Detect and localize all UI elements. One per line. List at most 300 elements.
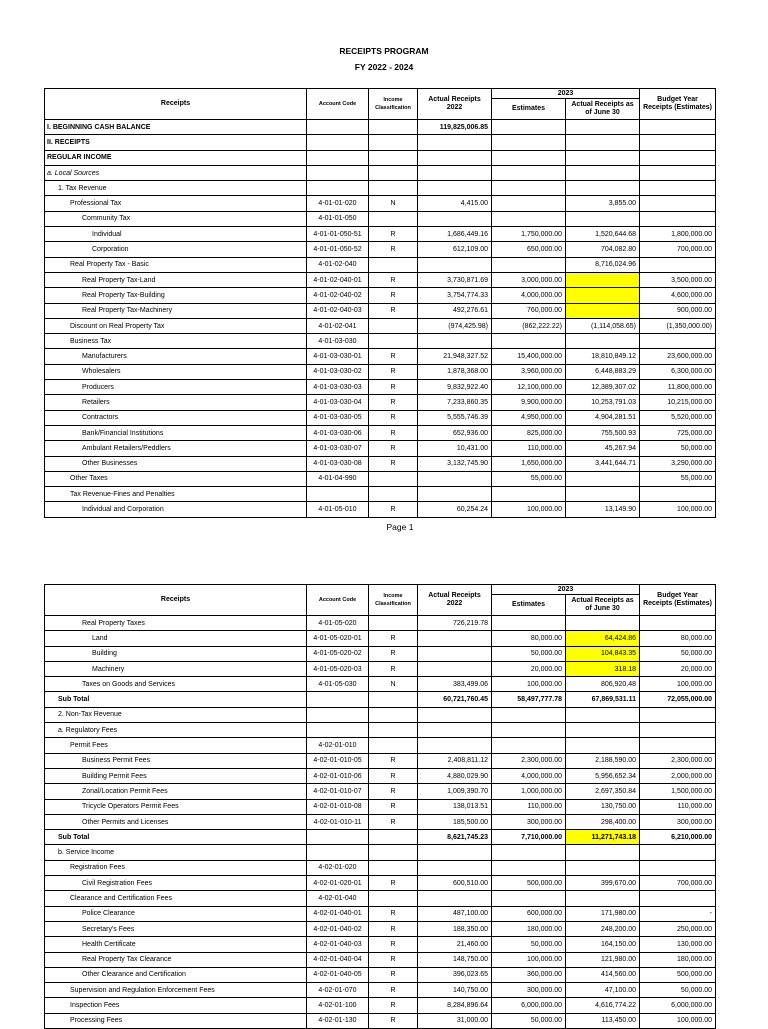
actual-2022-cell [418, 211, 492, 226]
income-class-cell [369, 723, 418, 738]
actual-june-cell [566, 707, 640, 722]
table-row [45, 380, 716, 395]
table-row [45, 616, 716, 631]
row-label: Other Clearance and Certification [45, 967, 307, 982]
account-code-cell: 4-01-02-040-02 [307, 288, 369, 303]
actual-june-cell: 18,810,849.12 [566, 349, 640, 364]
account-code-cell: 4-02-01-040-03 [307, 937, 369, 952]
estimates-cell: 3,960,000.00 [492, 364, 566, 379]
actual-2022-cell [418, 181, 492, 196]
account-code-cell: 4-01-05-010 [307, 502, 369, 517]
table-row [45, 349, 716, 364]
account-code-cell: 4-01-01-020 [307, 196, 369, 211]
actual-2022-cell: 3,730,871.69 [418, 272, 492, 287]
table-row [45, 364, 716, 379]
row-label: Civil Registration Fees [45, 876, 307, 891]
row-label: Real Property Tax-Land [45, 272, 307, 287]
table-row [45, 998, 716, 1013]
estimates-cell: 50,000.00 [492, 646, 566, 661]
estimates-cell: 6,000,000.00 [492, 998, 566, 1013]
row-label: Sub Total [45, 830, 307, 845]
estimates-cell: 50,000.00 [492, 1013, 566, 1028]
income-class-cell [369, 692, 418, 707]
estimates-cell [492, 334, 566, 349]
actual-2022-cell: 652,936.00 [418, 425, 492, 440]
estimates-cell [492, 891, 566, 906]
row-label: Secretary's Fees [45, 921, 307, 936]
actual-2022-cell: 119,825,006.85 [418, 120, 492, 135]
actual-june-cell: 4,616,774.22 [566, 998, 640, 1013]
actual-june-cell [566, 272, 640, 287]
estimates-cell: 7,710,000.00 [492, 830, 566, 845]
table-row [45, 937, 716, 952]
account-code-cell: 4-01-05-020-01 [307, 631, 369, 646]
income-class-cell: N [369, 677, 418, 692]
actual-2022-cell: 4,415.00 [418, 196, 492, 211]
actual-2022-cell: 10,431.00 [418, 441, 492, 456]
estimates-cell [492, 135, 566, 150]
actual-2022-cell: 487,100.00 [418, 906, 492, 921]
table-row [45, 845, 716, 860]
actual-2022-cell: 1,686,449.16 [418, 227, 492, 242]
income-class-cell [369, 257, 418, 272]
income-class-cell: R [369, 380, 418, 395]
budget-year-cell: 72,055,000.00 [640, 692, 716, 707]
actual-2022-cell: 9,832,922.40 [418, 380, 492, 395]
actual-june-cell: 164,150.00 [566, 937, 640, 952]
budget-year-cell [640, 723, 716, 738]
actual-june-cell [566, 120, 640, 135]
income-class-cell: R [369, 967, 418, 982]
table-row [45, 471, 716, 486]
estimates-cell [492, 707, 566, 722]
actual-2022-cell: 140,750.00 [418, 983, 492, 998]
account-code-cell: 4-01-01-050-52 [307, 242, 369, 257]
income-class-cell: R [369, 876, 418, 891]
table-row [45, 395, 716, 410]
estimates-cell: 180,000.00 [492, 921, 566, 936]
budget-year-cell: 80,000.00 [640, 631, 716, 646]
budget-year-cell: 700,000.00 [640, 242, 716, 257]
income-class-cell [369, 318, 418, 333]
income-class-cell [369, 616, 418, 631]
budget-year-cell [640, 616, 716, 631]
account-code-cell: 4-01-05-020-02 [307, 646, 369, 661]
income-class-cell [369, 845, 418, 860]
estimates-cell: 1,750,000.00 [492, 227, 566, 242]
col-header-account-code: Account Code [307, 585, 369, 616]
estimates-cell: 300,000.00 [492, 814, 566, 829]
account-code-cell: 4-02-01-040-05 [307, 967, 369, 982]
actual-june-cell [566, 471, 640, 486]
table-row [45, 196, 716, 211]
income-class-cell: R [369, 921, 418, 936]
actual-2022-cell [418, 707, 492, 722]
row-label: Police Clearance [45, 906, 307, 921]
actual-2022-cell [418, 860, 492, 875]
table-row [45, 334, 716, 349]
row-label: Business Permit Fees [45, 753, 307, 768]
income-class-cell [369, 181, 418, 196]
actual-june-cell: 8,716,024.96 [566, 257, 640, 272]
estimates-cell [492, 165, 566, 180]
actual-june-cell: 171,980.00 [566, 906, 640, 921]
budget-year-cell: 3,500,000.00 [640, 272, 716, 287]
income-class-cell: R [369, 395, 418, 410]
income-class-cell: R [369, 768, 418, 783]
estimates-cell: 12,100,000.00 [492, 380, 566, 395]
budget-year-cell: 1,800,000.00 [640, 227, 716, 242]
actual-2022-cell: (974,425.98) [418, 318, 492, 333]
table-row [45, 150, 716, 165]
actual-2022-cell: 31,000.00 [418, 1013, 492, 1028]
budget-year-cell: 100,000.00 [640, 677, 716, 692]
budget-year-cell: 4,600,000.00 [640, 288, 716, 303]
page-number: Page 1 [386, 522, 414, 532]
account-code-cell: 4-01-05-020-03 [307, 661, 369, 676]
budget-year-cell: 23,600,000.00 [640, 349, 716, 364]
account-code-cell: 4-02-01-010-08 [307, 799, 369, 814]
actual-june-cell: 64,424.86 [566, 631, 640, 646]
actual-2022-cell: 5,555,746.39 [418, 410, 492, 425]
row-label: Tricycle Operators Permit Fees [45, 799, 307, 814]
actual-june-cell: 13,149.90 [566, 502, 640, 517]
estimates-cell [492, 616, 566, 631]
actual-2022-cell: 8,621,745.23 [418, 830, 492, 845]
account-code-cell: 4-02-01-020 [307, 860, 369, 875]
row-label: Land [45, 631, 307, 646]
row-label: Real Property Tax-Machinery [45, 303, 307, 318]
estimates-cell [492, 211, 566, 226]
table-row [45, 784, 716, 799]
col-header-estimates: Estimates [492, 595, 566, 616]
budget-year-cell: 250,000.00 [640, 921, 716, 936]
row-label: Business Tax [45, 334, 307, 349]
actual-2022-cell: 3,132,745.90 [418, 456, 492, 471]
row-label: II. RECEIPTS [45, 135, 307, 150]
account-code-cell: 4-01-03-030-04 [307, 395, 369, 410]
row-label: Other Permits and Licenses [45, 814, 307, 829]
actual-june-cell [566, 845, 640, 860]
actual-june-cell [566, 487, 640, 502]
account-code-cell: 4-02-01-040-02 [307, 921, 369, 936]
account-code-cell: 4-01-02-040 [307, 257, 369, 272]
row-label: 2. Non-Tax Revenue [45, 707, 307, 722]
row-label: Clearance and Certification Fees [45, 891, 307, 906]
table-row [45, 814, 716, 829]
estimates-cell: 500,000.00 [492, 876, 566, 891]
row-label: Individual and Corporation [45, 502, 307, 517]
income-class-cell: R [369, 814, 418, 829]
budget-year-cell: 110,000.00 [640, 799, 716, 814]
table-row [45, 425, 716, 440]
budget-year-cell [640, 196, 716, 211]
row-label: Building [45, 646, 307, 661]
actual-2022-cell [418, 891, 492, 906]
actual-2022-cell [418, 135, 492, 150]
income-class-cell: R [369, 753, 418, 768]
receipts-table-page2 [44, 584, 716, 1029]
account-code-cell: 4-02-01-010-06 [307, 768, 369, 783]
actual-june-cell: 130,750.00 [566, 799, 640, 814]
row-label: Producers [45, 380, 307, 395]
estimates-cell [492, 860, 566, 875]
budget-year-cell: 500,000.00 [640, 967, 716, 982]
account-code-cell: 4-01-03-030-07 [307, 441, 369, 456]
table-row [45, 257, 716, 272]
actual-2022-cell: 21,948,327.52 [418, 349, 492, 364]
actual-2022-cell: 185,500.00 [418, 814, 492, 829]
actual-2022-cell [418, 150, 492, 165]
row-label: REGULAR INCOME [45, 150, 307, 165]
report-subtitle: FY 2022 - 2024 [354, 62, 414, 72]
budget-year-cell: 50,000.00 [640, 441, 716, 456]
budget-year-cell: 2,300,000.00 [640, 753, 716, 768]
estimates-cell: 110,000.00 [492, 799, 566, 814]
table-row [45, 631, 716, 646]
budget-year-cell: 725,000.00 [640, 425, 716, 440]
col-header-estimates: Estimates [492, 99, 566, 120]
col-header-account-code: Account Code [307, 89, 369, 120]
actual-june-cell [566, 135, 640, 150]
actual-2022-cell: 1,009,390.70 [418, 784, 492, 799]
table-row [45, 738, 716, 753]
actual-june-cell: 3,441,644.71 [566, 456, 640, 471]
table-row [45, 967, 716, 982]
income-class-cell [369, 891, 418, 906]
actual-2022-cell [418, 738, 492, 753]
account-code-cell: 4-02-01-100 [307, 998, 369, 1013]
estimates-cell: 9,900,000.00 [492, 395, 566, 410]
estimates-cell: 20,000.00 [492, 661, 566, 676]
budget-year-cell [640, 120, 716, 135]
income-class-cell [369, 830, 418, 845]
income-class-cell: R [369, 456, 418, 471]
row-label: Professional Tax [45, 196, 307, 211]
row-label: Real Property Tax Clearance [45, 952, 307, 967]
actual-june-cell: 113,450.00 [566, 1013, 640, 1028]
table-row [45, 692, 716, 707]
table-row [45, 1013, 716, 1028]
estimates-cell: 100,000.00 [492, 952, 566, 967]
col-header-income-classification: Income Classification [369, 89, 418, 120]
account-code-cell [307, 707, 369, 722]
budget-year-cell: 300,000.00 [640, 814, 716, 829]
estimates-cell: 3,000,000.00 [492, 272, 566, 287]
budget-year-cell: 100,000.00 [640, 502, 716, 517]
account-code-cell: 4-01-03-030-02 [307, 364, 369, 379]
budget-year-cell [640, 211, 716, 226]
budget-year-cell [640, 257, 716, 272]
budget-year-cell: 6,210,000.00 [640, 830, 716, 845]
budget-year-cell: 6,000,000.00 [640, 998, 716, 1013]
account-code-cell [307, 120, 369, 135]
account-code-cell: 4-02-01-040-01 [307, 906, 369, 921]
table-row [45, 646, 716, 661]
estimates-cell [492, 196, 566, 211]
account-code-cell [307, 135, 369, 150]
actual-june-cell [566, 738, 640, 753]
account-code-cell: 4-02-01-040 [307, 891, 369, 906]
budget-year-cell [640, 181, 716, 196]
budget-year-cell: 50,000.00 [640, 983, 716, 998]
income-class-cell: R [369, 646, 418, 661]
account-code-cell: 4-02-01-010 [307, 738, 369, 753]
row-label: Machinery [45, 661, 307, 676]
account-code-cell [307, 845, 369, 860]
account-code-cell: 4-02-01-010-07 [307, 784, 369, 799]
table-row [45, 242, 716, 257]
actual-june-cell [566, 288, 640, 303]
budget-year-cell: 130,000.00 [640, 937, 716, 952]
actual-2022-cell: 60,721,760.45 [418, 692, 492, 707]
account-code-cell [307, 723, 369, 738]
table-row [45, 303, 716, 318]
account-code-cell [307, 487, 369, 502]
account-code-cell: 4-01-01-050-51 [307, 227, 369, 242]
row-label: Bank/Financial Institutions [45, 425, 307, 440]
actual-2022-cell: 1,878,368.00 [418, 364, 492, 379]
budget-year-cell [640, 845, 716, 860]
table-row [45, 456, 716, 471]
estimates-cell: 360,000.00 [492, 967, 566, 982]
estimates-cell: 1,650,000.00 [492, 456, 566, 471]
actual-2022-cell [418, 487, 492, 502]
budget-year-cell [640, 150, 716, 165]
estimates-cell: 4,000,000.00 [492, 288, 566, 303]
table-row [45, 952, 716, 967]
estimates-cell: 50,000.00 [492, 937, 566, 952]
budget-year-cell [640, 860, 716, 875]
budget-year-cell: 11,800,000.00 [640, 380, 716, 395]
table-row [45, 707, 716, 722]
actual-june-cell [566, 165, 640, 180]
actual-june-cell [566, 303, 640, 318]
income-class-cell: R [369, 349, 418, 364]
estimates-cell [492, 723, 566, 738]
row-label: Sub Total [45, 692, 307, 707]
table-row [45, 860, 716, 875]
budget-year-cell: 100,000.00 [640, 1013, 716, 1028]
table-row [45, 120, 716, 135]
estimates-cell: 600,000.00 [492, 906, 566, 921]
estimates-cell: 80,000.00 [492, 631, 566, 646]
estimates-cell: 300,000.00 [492, 983, 566, 998]
actual-june-cell: 47,100.00 [566, 983, 640, 998]
actual-2022-cell: 2,408,811.12 [418, 753, 492, 768]
estimates-cell [492, 150, 566, 165]
budget-year-cell: 50,000.00 [640, 646, 716, 661]
actual-2022-cell [418, 165, 492, 180]
row-label: Manufacturers [45, 349, 307, 364]
estimates-cell: 760,000.00 [492, 303, 566, 318]
row-label: Retailers [45, 395, 307, 410]
account-code-cell: 4-02-01-040-04 [307, 952, 369, 967]
table-row [45, 906, 716, 921]
actual-june-cell: 806,920.48 [566, 677, 640, 692]
row-label: Health Certificate [45, 937, 307, 952]
account-code-cell: 4-01-03-030 [307, 334, 369, 349]
estimates-cell [492, 487, 566, 502]
col-header-income-classification: Income Classification [369, 585, 418, 616]
table-row [45, 753, 716, 768]
budget-year-cell: 20,000.00 [640, 661, 716, 676]
income-class-cell: R [369, 799, 418, 814]
account-code-cell: 4-01-02-041 [307, 318, 369, 333]
actual-2022-cell [418, 661, 492, 676]
row-label: Wholesalers [45, 364, 307, 379]
row-label: Real Property Tax - Basic [45, 257, 307, 272]
income-class-cell: R [369, 410, 418, 425]
row-label: Inspection Fees [45, 998, 307, 1013]
col-header-2023: 2023 [492, 585, 640, 595]
actual-june-cell: 104,843.35 [566, 646, 640, 661]
income-class-cell: R [369, 784, 418, 799]
income-class-cell: R [369, 502, 418, 517]
col-header-2023: 2023 [492, 89, 640, 99]
budget-year-cell [640, 707, 716, 722]
budget-year-cell [640, 487, 716, 502]
budget-year-cell: 10,215,000.00 [640, 395, 716, 410]
income-class-cell: R [369, 272, 418, 287]
actual-2022-cell: 396,023.65 [418, 967, 492, 982]
table-row [45, 983, 716, 998]
table-row [45, 487, 716, 502]
table-row [45, 181, 716, 196]
row-label: Discount on Real Property Tax [45, 318, 307, 333]
account-code-cell: 4-02-01-070 [307, 983, 369, 998]
actual-2022-cell [418, 646, 492, 661]
table-row [45, 410, 716, 425]
col-header-actual-june: Actual Receipts as of June 30 [566, 99, 640, 120]
account-code-cell: 4-01-03-030-05 [307, 410, 369, 425]
col-header-actual-june: Actual Receipts as of June 30 [566, 595, 640, 616]
table-row [45, 227, 716, 242]
income-class-cell: R [369, 242, 418, 257]
estimates-cell: 650,000.00 [492, 242, 566, 257]
income-class-cell: R [369, 288, 418, 303]
actual-2022-cell: 4,880,029.90 [418, 768, 492, 783]
budget-year-cell: (1,350,000.00) [640, 318, 716, 333]
table-row [45, 272, 716, 287]
row-label: a. Local Sources [45, 165, 307, 180]
estimates-cell: 58,497,777.78 [492, 692, 566, 707]
actual-june-cell: 1,520,644.68 [566, 227, 640, 242]
estimates-cell: 2,300,000.00 [492, 753, 566, 768]
actual-2022-cell: 8,284,896.64 [418, 998, 492, 1013]
account-code-cell: 4-02-01-130 [307, 1013, 369, 1028]
actual-june-cell: 45,267.94 [566, 441, 640, 456]
estimates-cell: 15,400,000.00 [492, 349, 566, 364]
row-label: 1. Tax Revenue [45, 181, 307, 196]
table-row [45, 288, 716, 303]
account-code-cell: 4-01-05-030 [307, 677, 369, 692]
income-class-cell: N [369, 196, 418, 211]
account-code-cell: 4-01-03-030-03 [307, 380, 369, 395]
income-class-cell: R [369, 661, 418, 676]
actual-2022-cell: 492,276.61 [418, 303, 492, 318]
actual-june-cell: 318.18 [566, 661, 640, 676]
actual-june-cell: (1,114,058.65) [566, 318, 640, 333]
income-class-cell [369, 334, 418, 349]
table-row [45, 830, 716, 845]
actual-2022-cell: 383,499.06 [418, 677, 492, 692]
row-label: Registration Fees [45, 860, 307, 875]
actual-june-cell: 5,956,652.34 [566, 768, 640, 783]
actual-june-cell: 298,400.00 [566, 814, 640, 829]
actual-2022-cell: 7,233,860.35 [418, 395, 492, 410]
budget-year-cell: 3,290,000.00 [640, 456, 716, 471]
